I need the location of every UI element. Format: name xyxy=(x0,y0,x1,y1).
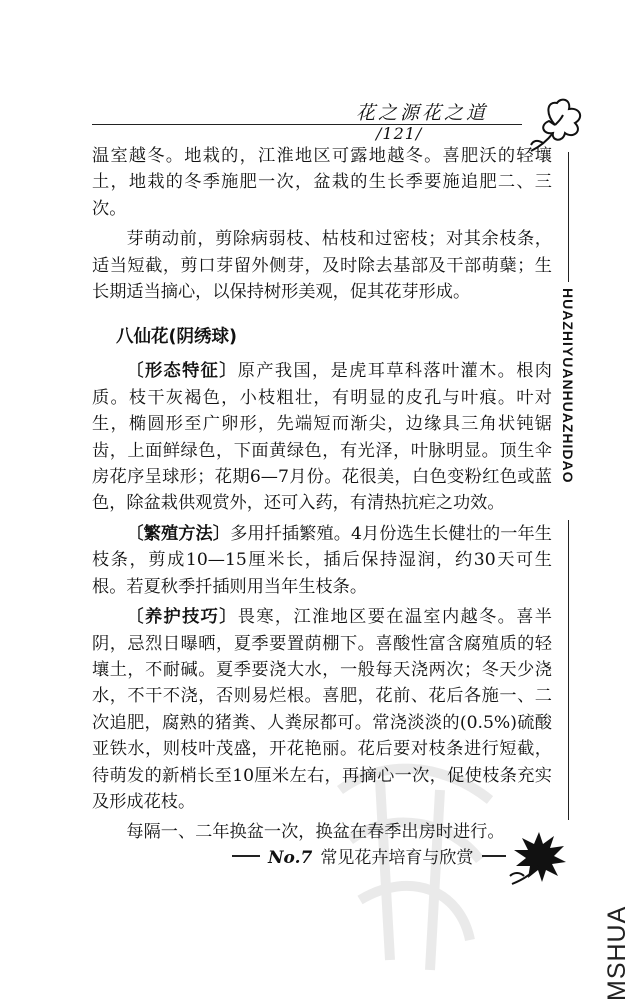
section-propagation xyxy=(92,521,552,600)
section-label: 〔形态特征〕 xyxy=(126,361,238,382)
paragraph-1: 温室越冬。地栽的，江淮地区可露地越冬。喜肥沃的轻壤土，地栽的冬季施肥一次，盆栽的生长季要施追肥二、三次。 xyxy=(92,146,552,219)
page-number: /121/ xyxy=(376,124,423,143)
section-label: 〔养护技巧〕 xyxy=(126,607,238,628)
section-title: 八仙花(阴绣球) xyxy=(116,327,237,348)
section-text: 原产我国，是虎耳草科落叶灌木。根肉质。枝干灰褐色，小枝粗壮，有明显的皮孔与叶痕。叶对生，椭圆形至广卵形，先端短而渐尖，边缘具三角状钝锯齿，上面鲜绿色，下面黄绿色，有光泽，叶脉明显。顶生伞房花序呈球形；花期6—7月份。花很美，白色变粉红色或蓝色，除盆栽供观赏外，还可入药，有清热抗疟之功效。 xyxy=(92,361,552,514)
header-title: 花之源花之道 xyxy=(356,102,489,124)
body-text xyxy=(92,143,552,846)
side-pinyin-text: HUAZHIYUANHUAZHIDAO xyxy=(560,288,576,484)
flower-ornament-icon xyxy=(508,826,570,888)
section-text: 多用扦插繁殖。4月份选生长健壮的一年生枝条，剪成10—15厘米长，插后保持湿润，约30天可生根。若夏秋季扦插则用当年生枝条。 xyxy=(92,523,552,597)
footer-number: No.7 xyxy=(268,848,313,868)
paragraph-last: 每隔一、二年换盆一次，换盆在春季出房时进行。 xyxy=(126,822,505,843)
footer xyxy=(268,843,473,868)
side-watermark-text: MSHUA xyxy=(603,905,631,1001)
paragraph-2: 芽萌动前，剪除病弱枝、枯枝和过密枝；对其余枝条，适当短截，剪口芽留外侧芽，及时除去基部及干部萌蘖；生长期适当摘心，以保持树形美观，促其花芽形成。 xyxy=(92,229,552,303)
section-morphology xyxy=(92,358,552,516)
section-text: 畏寒，江淮地区要在温室内越冬。喜半阴，忌烈日曝晒，夏季要置荫棚下。喜酸性富含腐殖质的轻壤土，不耐碱。夏季要浇大水，一般每天浇两次；冬天少浇水，不干不浇，否则易烂根。喜肥，花前、花后各施一、二次追肥，腐熟的猪粪、人粪尿都可。常浇淡淡的(0.5%)硫酸亚铁水，则枝叶茂盛，开花艳丽。花后要对枝条进行短截，待萌发的新梢长至10厘米左右，再摘心一次，促使枝条充实及形成花枝。 xyxy=(92,607,552,812)
section-label: 〔繁殖方法〕 xyxy=(126,523,231,544)
header-rule xyxy=(92,124,522,125)
footer-rule-left xyxy=(232,855,260,857)
footer-title: 常见花卉培育与欣赏 xyxy=(320,848,474,868)
side-rule-top xyxy=(568,152,569,282)
side-rule-bottom xyxy=(568,520,569,820)
footer-rule-right xyxy=(482,855,506,857)
